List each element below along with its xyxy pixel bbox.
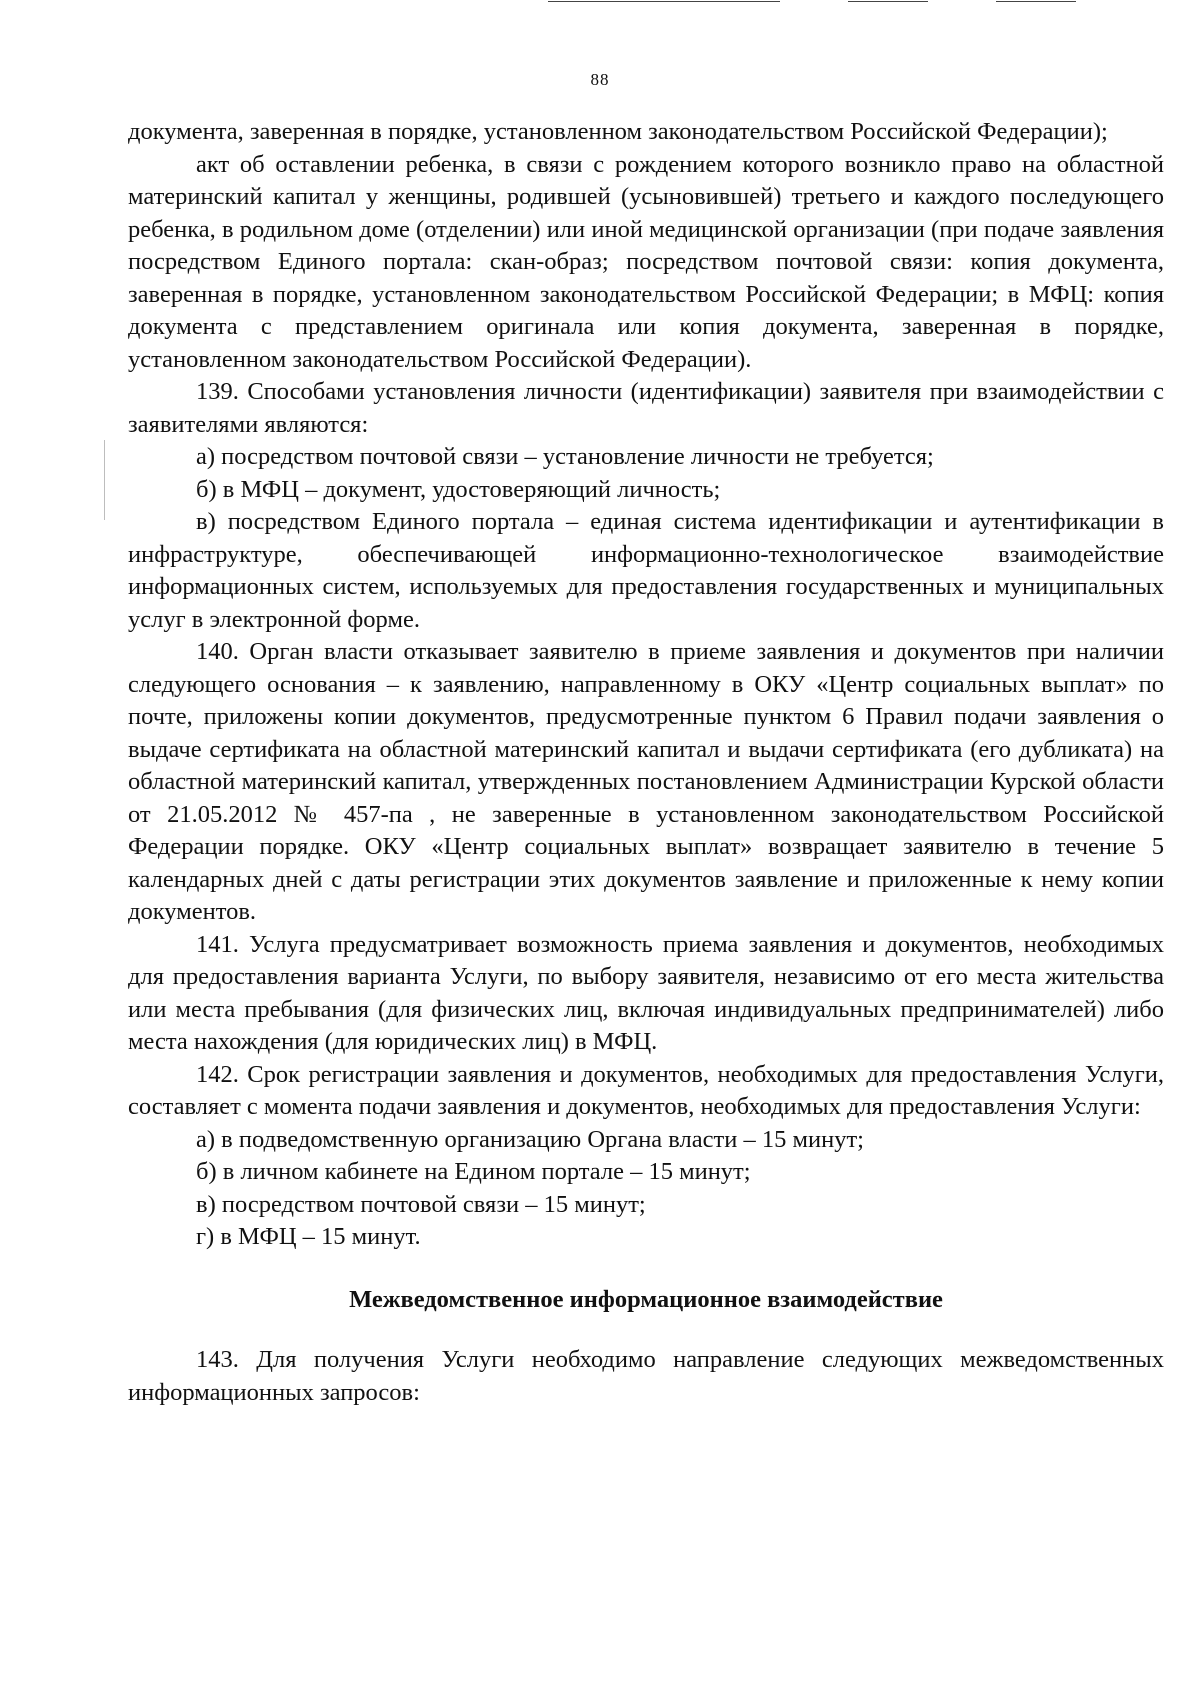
paragraph: а) в подведомственную организацию Органа власти – 15 минут; (196, 1125, 864, 1153)
paragraph: акт об оставлении ребенка, в связи с рождением которого возникло право на областной материнский капитал у женщины, родившей (усыновившей) третьего и каждого последующего ребенка, в родильном доме (отделении) или иной медицинской организации (при подаче заявления посредством Единого портала: скан-образ; посредством почтовой связи: копия документа, заверенная в порядке, установленном законодательством Российской Федерации; в МФЦ: копия документа с представлением оригинала или копия документа, заверенная в порядке, установленном законодательством Российской Федерации). (128, 150, 1164, 373)
paragraph-list (128, 116, 1164, 1254)
paragraph: 142. Срок регистрации заявления и документов, необходимых для предоставления Услуги, составляет с момента подачи заявления и документов, необходимых для предоставления Услуги: (128, 1060, 1164, 1120)
paragraph: а) посредством почтовой связи – установление личности не требуется; (196, 443, 934, 470)
page-number: 88 (590, 70, 610, 89)
paragraph-list-after-heading (128, 1344, 1164, 1409)
paragraph: 139. Способами установления личности (идентификации) заявителя при взаимодействии с заявителями являются: (128, 378, 1164, 438)
paragraph: б) в личном кабинете на Едином портале – 15 минут; (196, 1158, 751, 1185)
paragraph: г) в МФЦ – 15 минут. (196, 1223, 421, 1250)
scan-artifact (104, 440, 105, 520)
paragraph: в) посредством Единого портала – единая система идентификации и аутентификации в инфраструктуре, обеспечивающей информационно-технологическое взаимодействие информационных систем, используемых для предоставления государственных и муниципальных услуг в электронной форме. (128, 508, 1164, 633)
document-body (128, 116, 1164, 1409)
section-heading: Межведомственное информационное взаимодействие (349, 1285, 943, 1313)
paragraph: 141. Услуга предусматривает возможность приема заявления и документов, необходимых для предоставления варианта Услуги, по выбору заявителя, независимо от его места жительства или места пребывания (для физических лиц, включая индивидуальных предпринимателей) либо места нахождения (для юридических лиц) в МФЦ. (128, 930, 1164, 1055)
paragraph: в) посредством почтовой связи – 15 минут; (196, 1190, 646, 1218)
top-header-rules (0, 0, 1200, 6)
paragraph: 143. Для получения Услуги необходимо направление следующих межведомственных информационных запросов: (128, 1346, 1164, 1406)
paragraph: документа, заверенная в порядке, установленном законодательством Российской Федерации); (128, 118, 1108, 145)
paragraph: б) в МФЦ – документ, удостоверяющий личность; (196, 475, 721, 503)
paragraph: 140. Орган власти отказывает заявителю в приеме заявления и документов при наличии следующего основания – к заявлению, направленному в ОКУ «Центр социальных выплат» по почте, приложены копии документов, предусмотренные пунктом 6 Правил подачи заявления о выдаче сертификата на областной материнский капитал и выдачи сертификата (его дубликата) на областной материнский капитал, утвержденных постановлением Администрации Курской области от 21.05.2012 № 457-па , не заверенные в установленном законодательством Российской Федерации порядке. ОКУ «Центр социальных выплат» возвращает заявителю в течение 5 календарных дней с даты регистрации этих документов заявление и приложенные к нему копии документов. (128, 638, 1164, 925)
